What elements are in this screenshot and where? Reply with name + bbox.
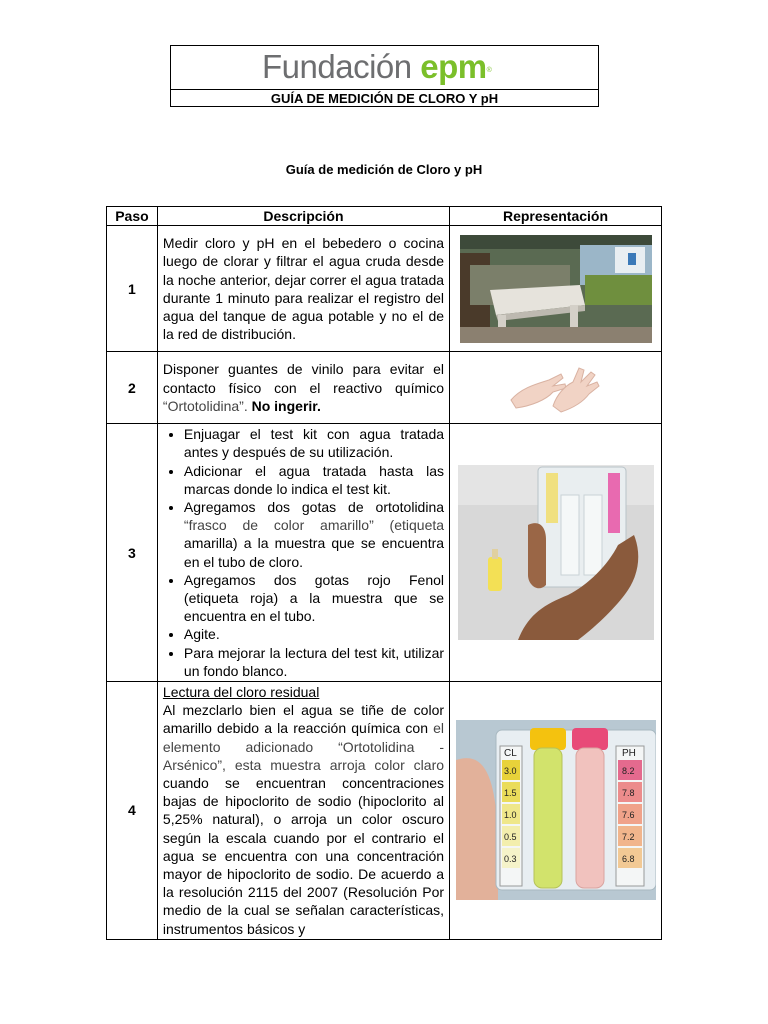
step-number: 3 (107, 424, 158, 682)
step-text-main: Disponer guantes de vinilo para evitar el contacto físico con el reactivo químico (162, 361, 445, 396)
step-text-rest: cuando se encuentran concentraciones bajas de hipoclorito de sodio (hipoclorito al 5,25% natural), o arroja un color oscuro según la escala cuando por el contrario el agua se encuentra con una concentración mayor de hipoclorito de sodio. De acuerdo a la resolución 2115 del 2007 (Resolución Por medio de la cual se señalan características, instrumentos básicos y (162, 775, 445, 937)
warning-text: No ingerir. (251, 397, 321, 414)
step-number: 1 (107, 226, 158, 352)
table-row (107, 424, 662, 682)
step-text: Medir cloro y pH en el bebedero o cocina luego de clorar y filtrar el agua cruda desde la noche anterior, dejar correr el agua tratada durante 1 minuto para realizar el registro del agua del tanque de agua potable y no el de la red de distribución. (162, 235, 445, 343)
section-heading: Lectura del cloro residual (162, 684, 320, 701)
test-kit-hand-photo (458, 465, 654, 640)
step-description (157, 226, 449, 352)
ph-scale-value: 7.2 (621, 832, 635, 843)
list-item-text: Agregamos dos gotas de ortotolidina (183, 499, 445, 516)
cl-scale-value: 3.0 (503, 766, 517, 777)
step-description (157, 424, 449, 682)
bottle-label-note: “frasco de color amarillo” (etiqueta (183, 517, 445, 534)
step-description (157, 682, 449, 940)
header-descripcion: Descripción (157, 207, 449, 226)
ph-scale-value: 6.8 (621, 854, 635, 865)
list-item (184, 498, 444, 571)
list-item-text: amarilla) a la muestra que se encuentra en el tubo de cloro. (183, 535, 445, 570)
table-row (107, 226, 662, 352)
cl-scale-value: 0.3 (503, 854, 517, 865)
table-row (107, 682, 662, 940)
step-bullet-list (163, 425, 444, 680)
steps-table (106, 206, 662, 940)
step-number: 4 (107, 682, 158, 940)
list-item: • Para mejorar la lectura del test kit, utilizar un fondo blanco. (184, 644, 444, 680)
fundacion-epm-logo (262, 49, 491, 85)
ph-scale-value: 7.6 (621, 810, 635, 821)
ph-scale-label: PH (621, 748, 636, 760)
cl-scale-value: 0.5 (503, 832, 517, 843)
reagent-name: “Ortotolidina”. (162, 397, 252, 414)
reagent-note: el elemento adicionado “Ortotolidina - Arsénico”, esta muestra arroja color claro (162, 720, 445, 773)
header-box (170, 45, 599, 107)
step-image-cell (450, 682, 662, 940)
header-paso: Paso (107, 207, 158, 226)
list-item: • Adicionar el agua tratada hasta las marcas donde lo indica el test kit. (184, 462, 444, 498)
test-kit-comparator-photo (456, 720, 656, 900)
list-item: • Agregamos dos gotas rojo Fenol (etiqueta roja) a la muestra que se encuentra en el tubo. (184, 571, 444, 626)
logo-row (171, 46, 598, 90)
logo-word-fundacion: Fundación (262, 48, 412, 85)
step-description (157, 352, 449, 424)
ph-scale-value: 8.2 (621, 766, 635, 777)
ph-scale-value: 7.8 (621, 788, 635, 799)
header-representacion: Representación (450, 207, 662, 226)
chlorine-scale-label: CL (503, 748, 517, 760)
step-image-cell (450, 226, 662, 352)
cl-scale-value: 1.5 (503, 788, 517, 799)
step-image-cell (450, 352, 662, 424)
vinyl-gloves-photo (491, 358, 621, 418)
step-number: 2 (107, 352, 158, 424)
logo-word-epm: epm (420, 48, 487, 85)
list-item: • Agite. (184, 625, 444, 643)
table-header-row (107, 207, 662, 226)
header-subtitle: GUÍA DE MEDICIÓN DE CLORO Y pH (270, 91, 499, 106)
list-item: • Enjuagar el test kit con agua tratada antes y después de su utilización. (184, 425, 444, 461)
outdoor-sink-photo (460, 235, 652, 343)
document-title: Guía de medición de Cloro y pH (285, 162, 483, 177)
step-text-main: Al mezclarlo bien el agua se tiñe de color amarillo debido a la reacción química con (162, 702, 445, 737)
logo-registered-mark: ® (486, 67, 492, 74)
table-row (107, 352, 662, 424)
step-text (163, 360, 444, 415)
step-image-cell (450, 424, 662, 682)
cl-scale-value: 1.0 (503, 810, 517, 821)
step-text (163, 701, 444, 938)
